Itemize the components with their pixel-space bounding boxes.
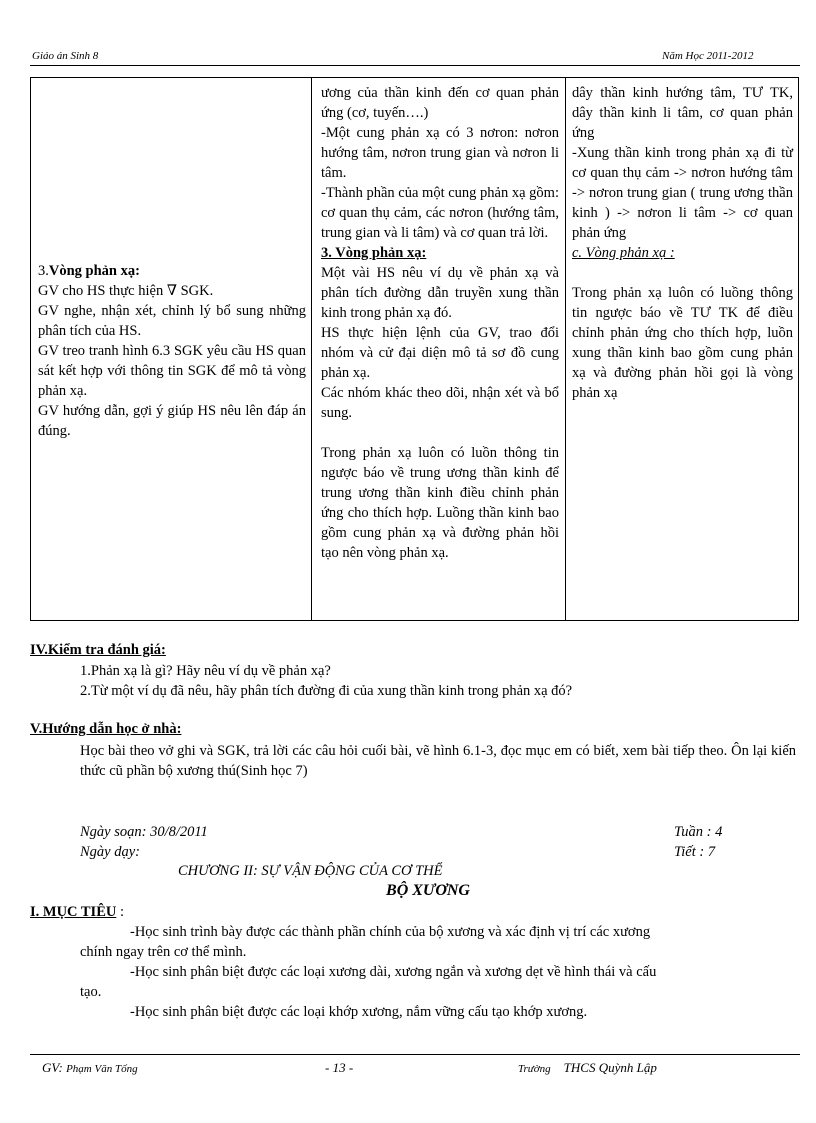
student-activity-column xyxy=(312,78,566,620)
section-5-text: Học bài theo vở ghi và SGK, trả lời các câu hỏi cuối bài, vẽ hình 6.1-3, đọc mục em có biết, xem bài tiếp theo. Ôn lại kiến thức cũ phần bộ xương thú(Sinh học 7) xyxy=(80,743,796,779)
col3-top-line: -Xung thần kinh trong phản xạ đi từ cơ quan thụ cảm -> nơron hướng tâm -> nơron trung gian ( trung ương thần kinh ) -> nơron li tâm -> cơ quan phản ứng xyxy=(572,145,793,241)
col2-spacer xyxy=(321,423,559,443)
col1-heading xyxy=(38,261,306,281)
section-5-title: V.Hướng dẫn học ở nhà: xyxy=(30,721,182,737)
col3-body: Trong phản xạ luôn có luồng thông tin ngược báo về TƯ TK để điều chỉnh phản ứng cho thích hợp, luồn xung thần kinh bao gồm cung phản xạ và đường phản hồi gọi là vòng phản xạ xyxy=(572,285,793,401)
period-label: Tiết : 7 xyxy=(674,844,716,860)
teacher-activity-column xyxy=(31,78,312,620)
col1-line: GV nghe, nhận xét, chỉnh lý bổ sung những phân tích của HS. xyxy=(38,303,306,339)
section-1-colon: : xyxy=(116,904,124,920)
section-1-title: I. MỤC TIÊU xyxy=(30,904,117,920)
col2-top-line: -Một cung phản xạ có 3 nơron: nơron hướng tâm, nơron trung gian và nơron li tâm. xyxy=(321,125,559,181)
date-taught: Ngày dạy: xyxy=(80,844,140,860)
footer-divider xyxy=(30,1054,800,1055)
date-prepared: Ngày soạn: 30/8/2011 xyxy=(80,824,208,840)
col1-line: GV hướng dẫn, gợi ý giúp HS nêu lên đáp án đúng. xyxy=(38,403,306,439)
footer-teacher-name: Phạm Văn Tống xyxy=(66,1063,138,1075)
col3-heading: c. Vòng phản xạ : xyxy=(572,245,675,261)
section-1-item: -Học sinh phân biệt được các loại khớp xương, nắm vững cấu tạo khớp xương. xyxy=(130,1004,588,1020)
footer-school-label: Trường xyxy=(518,1063,551,1075)
col1-heading-text: Vòng phản xạ: xyxy=(48,263,140,279)
col2-top-line: ương của thần kinh đến cơ quan phản ứng (cơ, tuyến….) xyxy=(321,85,559,121)
lesson-title: BỘ XƯƠNG xyxy=(386,882,470,899)
content-column xyxy=(566,78,798,620)
lesson-table xyxy=(30,77,799,621)
section-1-item: chính ngay trên cơ thể mình. xyxy=(80,944,247,960)
section-1-item: tạo. xyxy=(80,984,102,1000)
col2-top-line: -Thành phần của một cung phản xạ gồm: cơ quan thụ cảm, các nơron (hướng tâm, trung gian và li tâm) và cơ quan trả lời. xyxy=(321,185,559,241)
col3-spacer xyxy=(572,263,793,283)
section-1-item: -Học sinh trình bày được các thành phần chính của bộ xương và xác định vị trí các xương xyxy=(130,924,651,940)
footer-teacher-label: GV: xyxy=(42,1060,63,1075)
col1-line: GV cho HS thực hiện ∇ SGK. xyxy=(38,283,214,299)
section-1-heading xyxy=(30,902,124,922)
header-left: Giáo án Sinh 8 xyxy=(32,50,99,62)
section-1-item: -Học sinh phân biệt được các loại xương dài, xương ngắn và xương dẹt về hình thái và cấu xyxy=(130,964,657,980)
col2-heading: 3. Vòng phản xạ: xyxy=(321,245,427,261)
col2-body-line: Một vài HS nêu ví dụ về phản xạ và phân tích đường dẫn truyền xung thần kinh trong phản xạ đó. xyxy=(321,265,559,321)
col2-body-line: Các nhóm khác theo dõi, nhận xét và bổ sung. xyxy=(321,385,559,421)
footer-school-name: THCS Quỳnh Lập xyxy=(563,1060,657,1075)
page-number: - 13 - xyxy=(325,1060,354,1075)
section-4-item: 2.Từ một ví dụ đã nêu, hãy phân tích đường đi của xung thần kinh trong phản xạ đó? xyxy=(80,683,573,699)
col1-heading-num: 3. xyxy=(38,263,49,279)
header-right: Năm Học 2011-2012 xyxy=(662,50,754,62)
col2-body-line: HS thực hiện lệnh của GV, trao đổi nhóm và cử đại diện mô tả sơ đồ cung phản xạ. xyxy=(321,325,559,381)
col1-line: GV treo tranh hình 6.3 SGK yêu cầu HS quan sát kết hợp với thông tin SGK để mô tả vòng phản xạ. xyxy=(38,343,306,399)
footer-teacher xyxy=(42,1060,138,1076)
col3-top-line: dây thần kinh hướng tâm, TƯ TK, dây thần kinh li tâm, cơ quan phản ứng xyxy=(572,85,793,141)
col2-closing: Trong phản xạ luôn có luồn thông tin ngược báo về trung ương thần kinh để trung ương thần kinh điều chỉnh phản ứng cho thích hợp. Luồng thần kinh bao gồm cung phản xạ và đường phản hồi tạo nên vòng phản xạ. xyxy=(321,445,559,561)
section-4-item: 1.Phản xạ là gì? Hãy nêu ví dụ về phản xạ? xyxy=(80,663,331,679)
week-label: Tuần : 4 xyxy=(674,824,723,840)
footer-school xyxy=(518,1060,657,1076)
header-divider xyxy=(30,65,800,66)
chapter-title: CHƯƠNG II: SỰ VẬN ĐỘNG CỦA CƠ THỂ xyxy=(178,863,443,879)
section-4-title: IV.Kiểm tra đánh giá: xyxy=(30,642,166,658)
